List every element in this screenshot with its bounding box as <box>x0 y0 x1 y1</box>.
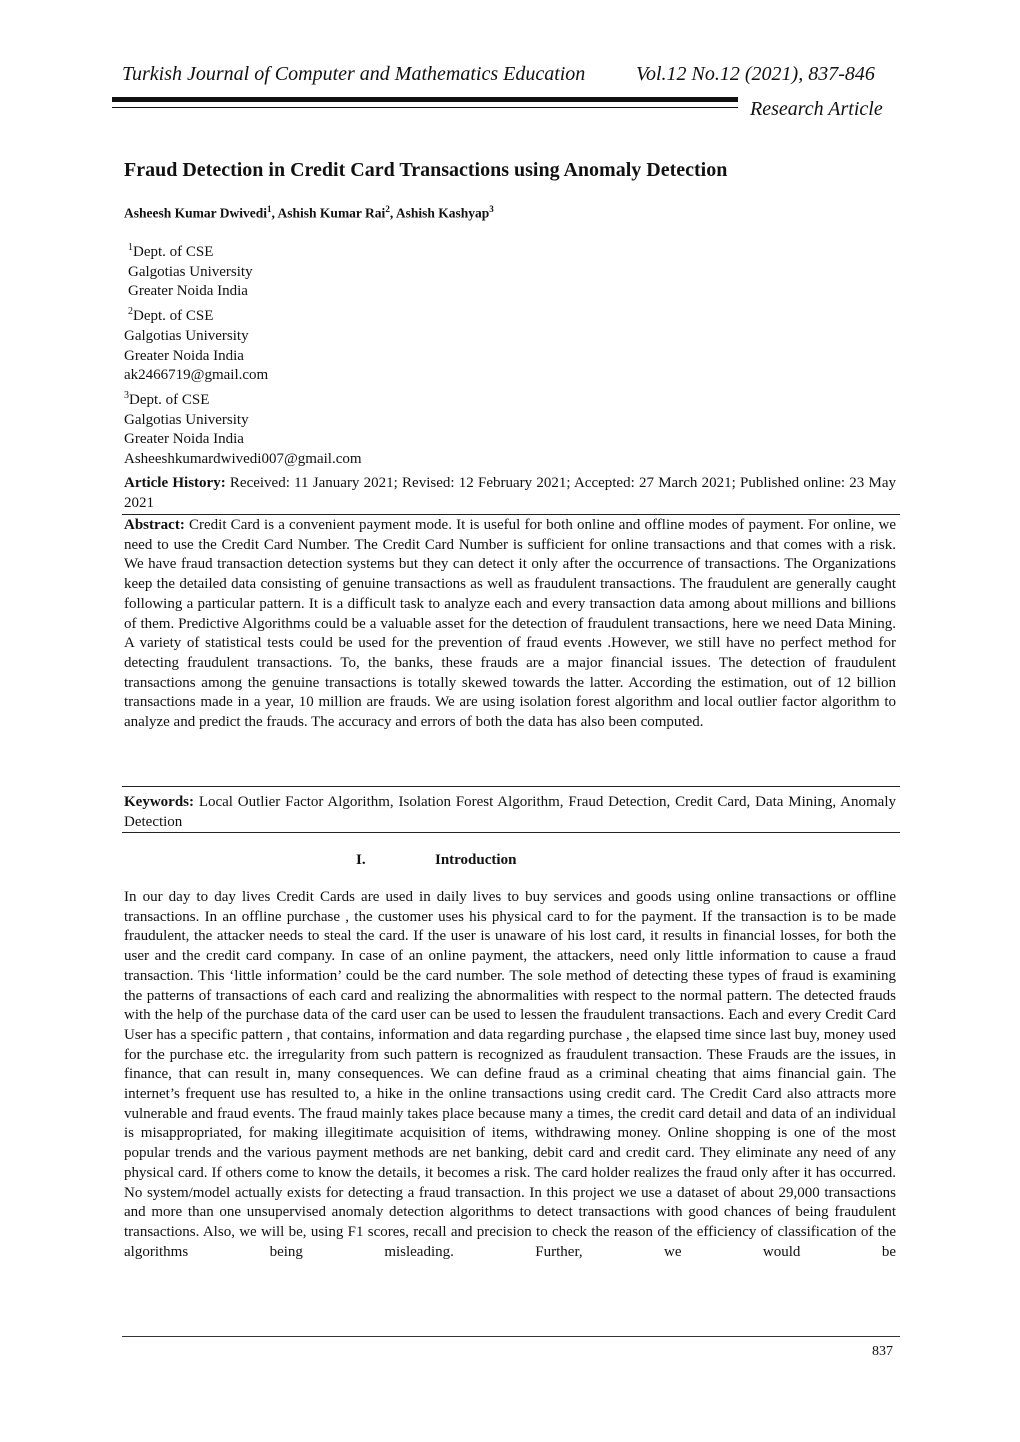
author-separator: , <box>389 205 396 221</box>
affiliation-text: Dept. of CSE <box>129 391 210 408</box>
affiliation-line: Greater Noida India <box>124 347 244 364</box>
history-text: Received: 11 January 2021; Revised: 12 February 2021; Accepted: 27 March 2021; Published online: 23 May 2021 <box>124 475 896 511</box>
author-name: Ashish Kumar Rai <box>277 205 386 221</box>
affiliations <box>124 238 362 470</box>
author-superscript: 1 <box>267 204 272 214</box>
affiliation-line: Galgotias University <box>124 411 249 428</box>
article-history <box>124 474 896 513</box>
header-rule-thin <box>112 107 738 108</box>
abstract-text: Credit Card is a convenient payment mode. It is useful for both online and offline modes of payment. For online, we need to use the Credit Card Number. The Credit Card Number is sufficient for online transactions and that comes with a risk. We have fraud transaction detection systems but they can detect it only after the occurrence of transactions. The Organizations keep the detailed data consisting of genuine transactions as well as fraudulent transactions. The fraudulent are generally caught following a particular pattern. It is a difficult task to analyze each and every transaction data among about millions and billions of them. Predictive Algorithms could be a valuable asset for the detection of fraudulent transactions, here we need Data Mining. A variety of statistical tests could be used for the prevention of fraud events .However, we still have no perfect method for detecting fraudulent transactions. To, the banks, these frauds are a major financial issues. The detection of fraudulent transactions among the genuine transactions is totally skewed towards the latter. According the estimation, out of 12 billion transactions made in a year, 10 million are frauds. We are using isolation forest algorithm and local outlier factor algorithm to analyze and predict the frauds. The accuracy and errors of both the data has also been computed. <box>124 517 896 731</box>
section-number: I. <box>356 852 366 868</box>
volume-info: Vol.12 No.12 (2021), 837-846 <box>636 63 875 85</box>
header-rule-thick <box>112 97 738 102</box>
paper-title: Fraud Detection in Credit Card Transactions using Anomaly Detection <box>124 159 728 181</box>
abstract <box>124 516 896 733</box>
author-list <box>124 204 494 222</box>
keywords-label: Keywords: <box>124 794 194 810</box>
author-name: Asheesh Kumar Dwivedi <box>124 205 268 221</box>
page-number: 837 <box>872 1344 893 1359</box>
affiliation-line <box>124 238 362 263</box>
affiliation-line <box>124 386 362 411</box>
author-separator: , <box>271 205 278 221</box>
affiliation-text: Dept. of CSE <box>133 244 214 260</box>
affiliation-line: Galgotias University <box>124 327 249 344</box>
keywords <box>124 793 896 832</box>
affiliation-superscript: 3 <box>124 389 129 401</box>
affiliation-email: Asheeshkumardwivedi007@gmail.com <box>124 451 362 468</box>
affiliation-email: ak2466719@gmail.com <box>124 367 269 384</box>
keywords-text: Local Outlier Factor Algorithm, Isolation Forest Algorithm, Fraud Detection, Credit Card, Data Mining, Anomaly Detection <box>124 794 896 830</box>
affiliation-line: Greater Noida India <box>128 283 248 300</box>
journal-name: Turkish Journal of Computer and Mathematics Education <box>122 63 586 85</box>
introduction-body: In our day to day lives Credit Cards are used in daily lives to buy services and goods using online transactions or offline transactions. In an offline purchase , the customer uses his physical card to for the payment. If the transaction is to be made fraudulent, the attacker needs to steal the card. If the user is unaware of his lost card, it results in financial losses, for both the user and the credit card company. In case of an online payment, the attackers, need only little information to cause a fraud transaction. This ‘little information’ could be the card number. The sole method of detecting these types of fraud is examining the patterns of transactions of each card and realizing the abnormalities with respect to the normal pattern. The detected frauds with the help of the purchase data of the card user can be used to lessen the fraudulent transactions. Each and every Credit Card User has a specific pattern , that contains, information and data regarding purchase , the elapsed time since last buy, money used for the purchase etc. the irregularity from such pattern is recognized as fraudulent transaction. These Frauds are the issues, in finance, that can result in, many consequences. We can define fraud as a criminal cheating that aims financial gain. The internet’s frequent use has resulted to, a hike in the online transactions using credit card. The Credit Card also attracts more vulnerable and fraud events. The fraud mainly takes place because many a times, the credit card detail and data of an individual is misappropriated, for making illegitimate acquisition of items, withdrawing money. Online shopping is one of the most popular trends and the various payment methods are net banking, debit card and credit card. They eliminate any need of any physical card. If others come to know the details, it becomes a risk. The card holder realizes the fraud only after it has occurred. No system/model actually exists for detecting a fraud transaction. In this project we use a dataset of about 29,000 transactions and more than one unsupervised anomaly detection algorithms to detect transactions with good chances of being fraudulent transactions. Also, we will be, using F1 scores, recall and precision to check the reason of the efficiency of classification of the algorithms being misleading. Further, we would be <box>124 889 896 1260</box>
author-superscript: 3 <box>489 204 494 214</box>
author-name: Ashish Kashyap <box>395 205 490 221</box>
abstract-top-rule <box>122 514 900 515</box>
affiliation-line: Galgotias University <box>128 263 253 280</box>
section-title: Introduction <box>435 852 517 868</box>
affiliation-line <box>124 302 362 327</box>
abstract-label: Abstract: <box>124 517 185 533</box>
keywords-top-rule <box>122 786 900 787</box>
affiliation-line: Greater Noida India <box>124 431 244 448</box>
article-type: Research Article <box>750 98 883 120</box>
affiliation-superscript: 2 <box>128 306 133 318</box>
affiliation-text: Dept. of CSE <box>133 308 214 325</box>
author-superscript: 2 <box>385 204 390 214</box>
history-label: Article History: <box>124 475 226 491</box>
keywords-bottom-rule <box>122 832 900 833</box>
affiliation-superscript: 1 <box>128 242 133 253</box>
footer-rule <box>122 1336 900 1337</box>
